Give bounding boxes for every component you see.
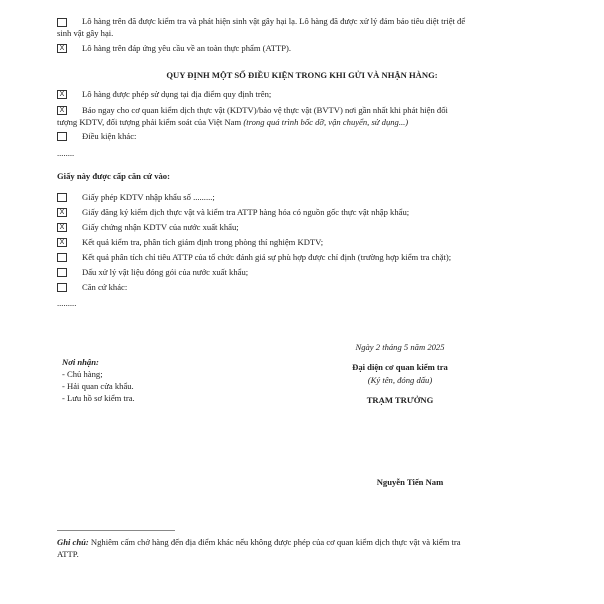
item-text: Giấy phép KDTV nhập khẩu số .........; xyxy=(82,192,215,202)
item-text: Lô hàng trên đáp ứng yêu cầu về an toàn thực phẩm (ATTP). xyxy=(82,43,292,53)
checkbox[interactable]: X xyxy=(57,238,67,247)
signature-title: TRẠM TRƯỞNG xyxy=(366,395,434,405)
footnote-cont: ATTP. xyxy=(57,549,79,559)
recipient-item: - Lưu hồ sơ kiểm tra. xyxy=(62,393,135,403)
item-text-cont: sinh vật gây hại. xyxy=(57,28,114,38)
item-text: Giấy chứng nhận KDTV của nước xuất khẩu; xyxy=(82,222,239,232)
signature-name: Nguyễn Tiến Nam xyxy=(376,477,444,487)
signature-date: Ngày 2 tháng 5 năm 2025 xyxy=(355,342,445,352)
footnote-text: Nghiêm cấm chở hàng đến địa điểm khác nếu không được phép của cơ quan kiểm dịch thực vật và kiểm tra xyxy=(88,537,461,547)
checkbox[interactable]: X xyxy=(57,90,67,99)
dots-placeholder: ......... xyxy=(57,298,77,308)
item-text: Giấy đăng ký kiểm dịch thực vật và kiểm tra ATTP hàng hóa có nguồn gốc thực vật nhập khẩu; xyxy=(82,207,410,217)
checkbox[interactable] xyxy=(57,268,67,277)
item-text: Dấu xử lý vật liệu đóng gói của nước xuất khẩu; xyxy=(82,267,249,277)
checkbox[interactable]: X xyxy=(57,106,67,115)
item-text-cont-italic: (trong quá trình bốc dỡ, vận chuyển, sử dụng...) xyxy=(243,117,409,127)
item-text: Báo ngay cho cơ quan kiểm dịch thực vật (KDTV)/bảo vệ thực vật (BVTV) nơi gần nhất khi phát hiện đối xyxy=(82,105,448,115)
recipient-item: - Chủ hàng; xyxy=(62,369,103,379)
item-text-cont-normal: tượng KDTV, đối tượng phải kiểm soát của Việt Nam xyxy=(57,117,244,127)
checkbox[interactable] xyxy=(57,18,67,27)
conditions-heading: QUY ĐỊNH MỘT SỐ ĐIỀU KIỆN TRONG KHI GỬI VÀ NHẬN HÀNG: xyxy=(166,70,438,80)
item-text: Lô hàng trên đã được kiểm tra và phát hiện sinh vật gây hại lạ. Lô hàng đã được xử lý đảm bảo tiêu diệt triệt để xyxy=(82,16,466,26)
footnote-label: Ghi chú: xyxy=(57,537,89,547)
checkbox[interactable] xyxy=(57,283,67,292)
dots-placeholder: ........ xyxy=(57,148,75,158)
item-text: Điều kiện khác: xyxy=(82,131,137,141)
footnote xyxy=(57,537,461,549)
item-text: Kết quả phân tích chỉ tiêu ATTP của tổ chức đánh giá sự phù hợp được chỉ định (trường hợp kiểm tra chặt); xyxy=(82,252,452,262)
item-text: Căn cứ khác: xyxy=(82,282,128,292)
checkbox[interactable]: X xyxy=(57,223,67,232)
checkbox[interactable]: X xyxy=(57,44,67,53)
signature-note: (Ký tên, đóng dấu) xyxy=(367,375,433,385)
checkbox[interactable] xyxy=(57,132,67,141)
item-text: Kết quả kiểm tra, phân tích giám định trong phòng thí nghiệm KDTV; xyxy=(82,237,324,247)
recipient-item: - Hải quan cửa khẩu. xyxy=(62,381,134,391)
signature-org: Đại diện cơ quan kiểm tra xyxy=(352,362,448,372)
basis-heading: Giấy này được cấp căn cứ vào: xyxy=(57,171,170,181)
recipients-label: Nơi nhận: xyxy=(62,357,99,367)
checkbox[interactable] xyxy=(57,193,67,202)
footnote-divider xyxy=(57,530,175,531)
item-text: Lô hàng được phép sử dụng tại địa điểm quy định trên; xyxy=(82,89,272,99)
item-text-cont xyxy=(57,117,408,129)
checkbox[interactable] xyxy=(57,253,67,262)
checkbox[interactable]: X xyxy=(57,208,67,217)
